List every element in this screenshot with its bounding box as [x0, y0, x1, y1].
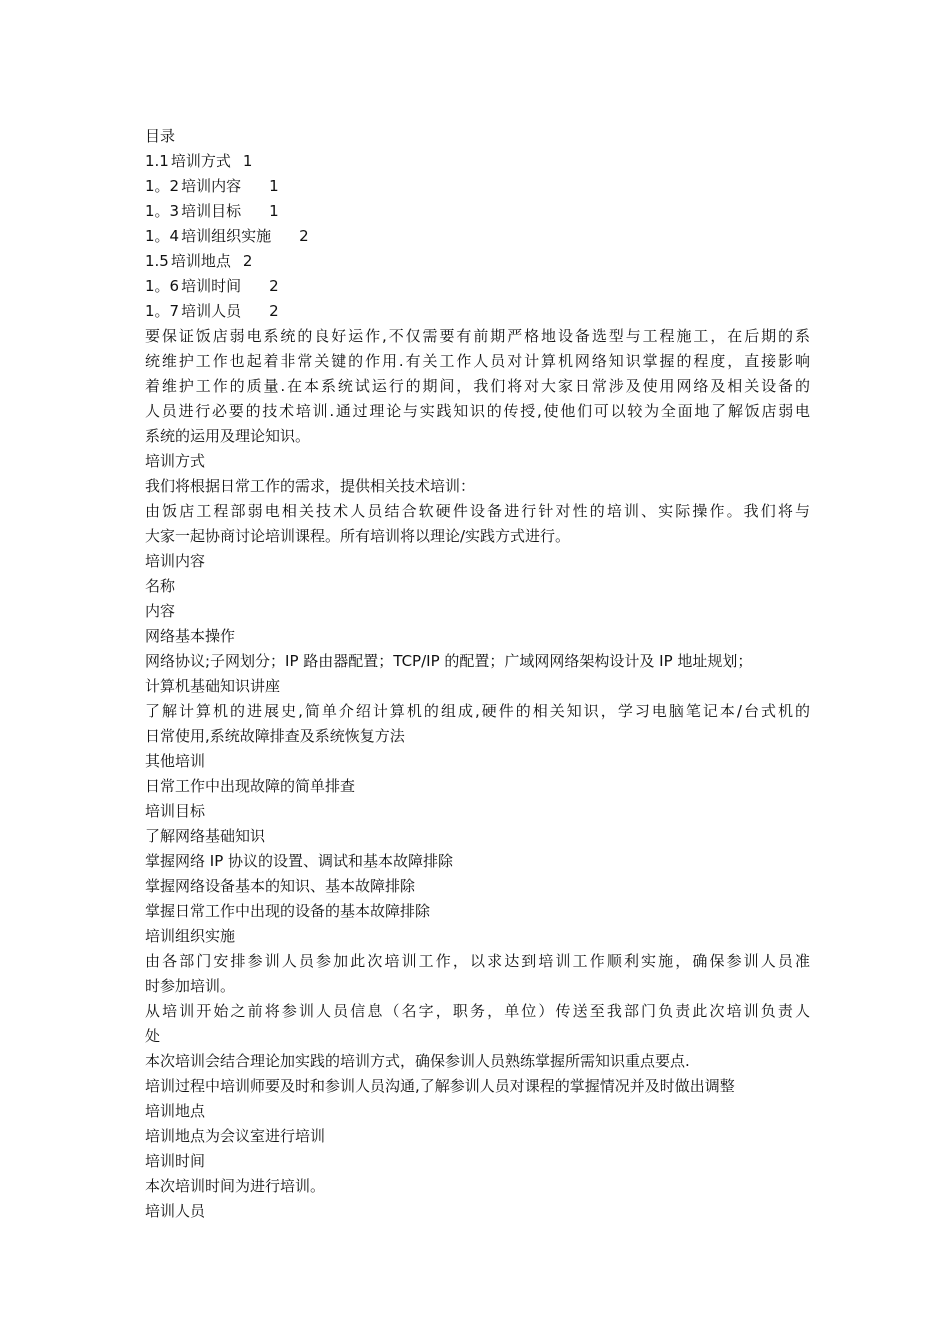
- content-row-name: 其他培训: [145, 752, 206, 770]
- toc-item-title: 培训人员: [181, 302, 242, 320]
- text-line: 从培训开始之前将参训人员信息（名字，职务，单位）传送至我部门负责此次培训负责人: [145, 1002, 810, 1020]
- content-row-name: 计算机基础知识讲座: [145, 677, 281, 695]
- section-heading: 培训地点: [145, 1102, 206, 1120]
- time-section: [145, 1149, 810, 1199]
- content-section: [145, 549, 810, 799]
- toc-item-number: 1.5: [145, 252, 169, 270]
- text-line: 大家一起协商讨论培训课程。所有培训将以理论/实践方式进行。: [145, 527, 571, 545]
- content-row-text: 日常使用,系统故障排查及系统恢复方法: [145, 727, 405, 745]
- goal-item: 掌握日常工作中出现的设备的基本故障排除: [145, 902, 431, 920]
- text-line: 培训地点为会议室进行培训: [145, 1127, 326, 1145]
- toc-item: [145, 299, 810, 324]
- text-line: 系统的运用及理论知识。: [145, 427, 311, 445]
- column-header-name: 名称: [145, 577, 176, 595]
- toc-item: [145, 249, 810, 274]
- toc-item-title: 培训地点: [170, 252, 231, 270]
- text-line: 我们将根据日常工作的需求，提供相关技术培训：: [145, 477, 476, 495]
- text-line: 本次培训时间为进行培训。: [145, 1177, 326, 1195]
- toc-item-number: 1。3: [145, 202, 180, 220]
- section-heading: 培训组织实施: [145, 927, 236, 945]
- toc-item-page: 2: [242, 252, 253, 270]
- text-line: 人员进行必要的技术培训.通过理论与实践知识的传授,使他们可以较为全面地了解饭店弱电: [145, 402, 810, 420]
- toc-title: 目录: [145, 127, 176, 145]
- text-line: 要保证饭店弱电系统的良好运作,不仅需要有前期严格地设备选型与工程施工，在后期的系: [145, 327, 810, 345]
- document-page: [145, 124, 810, 1224]
- toc-item-page: 1: [269, 177, 279, 195]
- toc-item-title: 培训组织实施: [181, 227, 272, 245]
- toc-item-page: 2: [299, 227, 309, 245]
- toc-item-title: 培训时间: [181, 277, 242, 295]
- method-section: [145, 449, 810, 549]
- content-row-text: 日常工作中出现故障的简单排查: [145, 777, 356, 795]
- toc-item-page: 2: [269, 277, 279, 295]
- text-line: 本次培训会结合理论加实践的培训方式，确保参训人员熟练掌握所需知识重点要点.: [145, 1052, 690, 1070]
- toc-item-page: 2: [269, 302, 279, 320]
- text-line: 培训过程中培训师要及时和参训人员沟通,了解参训人员对课程的掌握情况并及时做出调整: [145, 1077, 735, 1095]
- text-line: 时参加培训。: [145, 977, 236, 995]
- location-section: [145, 1099, 810, 1149]
- content-row-name: 网络基本操作: [145, 627, 236, 645]
- personnel-section: [145, 1199, 810, 1224]
- section-heading: 培训内容: [145, 552, 206, 570]
- organization-section: [145, 924, 810, 1099]
- section-heading: 培训时间: [145, 1152, 206, 1170]
- section-heading: 培训目标: [145, 802, 206, 820]
- text-line: 着维护工作的质量.在本系统试运行的期间，我们将对大家日常涉及使用网络及相关设备的: [145, 377, 810, 395]
- goal-item: 掌握网络 IP 协议的设置、调试和基本故障排除: [145, 852, 454, 870]
- text-line: 由饭店工程部弱电相关技术人员结合软硬件设备进行针对性的培训、实际操作。我们将与: [145, 502, 810, 520]
- toc-item: [145, 274, 810, 299]
- text-line: 由各部门安排参训人员参加此次培训工作，以求达到培训工作顺利实施，确保参训人员准: [145, 952, 810, 970]
- toc-item: [145, 149, 810, 174]
- toc-item-title: 培训目标: [181, 202, 242, 220]
- toc-item: [145, 199, 810, 224]
- column-header-content: 内容: [145, 602, 176, 620]
- toc-item-page: 1: [242, 152, 253, 170]
- toc-item-number: 1。7: [145, 302, 180, 320]
- toc-item-number: 1。6: [145, 277, 180, 295]
- toc-item-number: 1。4: [145, 227, 180, 245]
- goal-item: 掌握网络设备基本的知识、基本故障排除: [145, 877, 416, 895]
- toc-item: [145, 174, 810, 199]
- toc-item-title: 培训方式: [170, 152, 231, 170]
- text-line: 处: [145, 1027, 161, 1045]
- toc-item-number: 1.1: [145, 152, 169, 170]
- toc-item-title: 培训内容: [181, 177, 242, 195]
- section-heading: 培训方式: [145, 452, 206, 470]
- toc-item-page: 1: [269, 202, 279, 220]
- goals-section: [145, 799, 810, 924]
- goal-item: 了解网络基础知识: [145, 827, 266, 845]
- toc-section: [145, 124, 810, 324]
- content-row-text: 了解计算机的进展史,简单介绍计算机的组成,硬件的相关知识，学习电脑笔记本/台式机的: [145, 702, 810, 720]
- content-row-text: 网络协议;子网划分；IP 路由器配置；TCP/IP 的配置；广域网网络架构设计及 IP 地址规划；: [145, 652, 753, 670]
- toc-item: [145, 224, 810, 249]
- toc-item-number: 1。2: [145, 177, 180, 195]
- text-line: 统维护工作也起着非常关键的作用.有关工作人员对计算机网络知识掌握的程度，直接影响: [145, 352, 810, 370]
- section-heading: 培训人员: [145, 1202, 206, 1220]
- intro-paragraph: [145, 324, 810, 449]
